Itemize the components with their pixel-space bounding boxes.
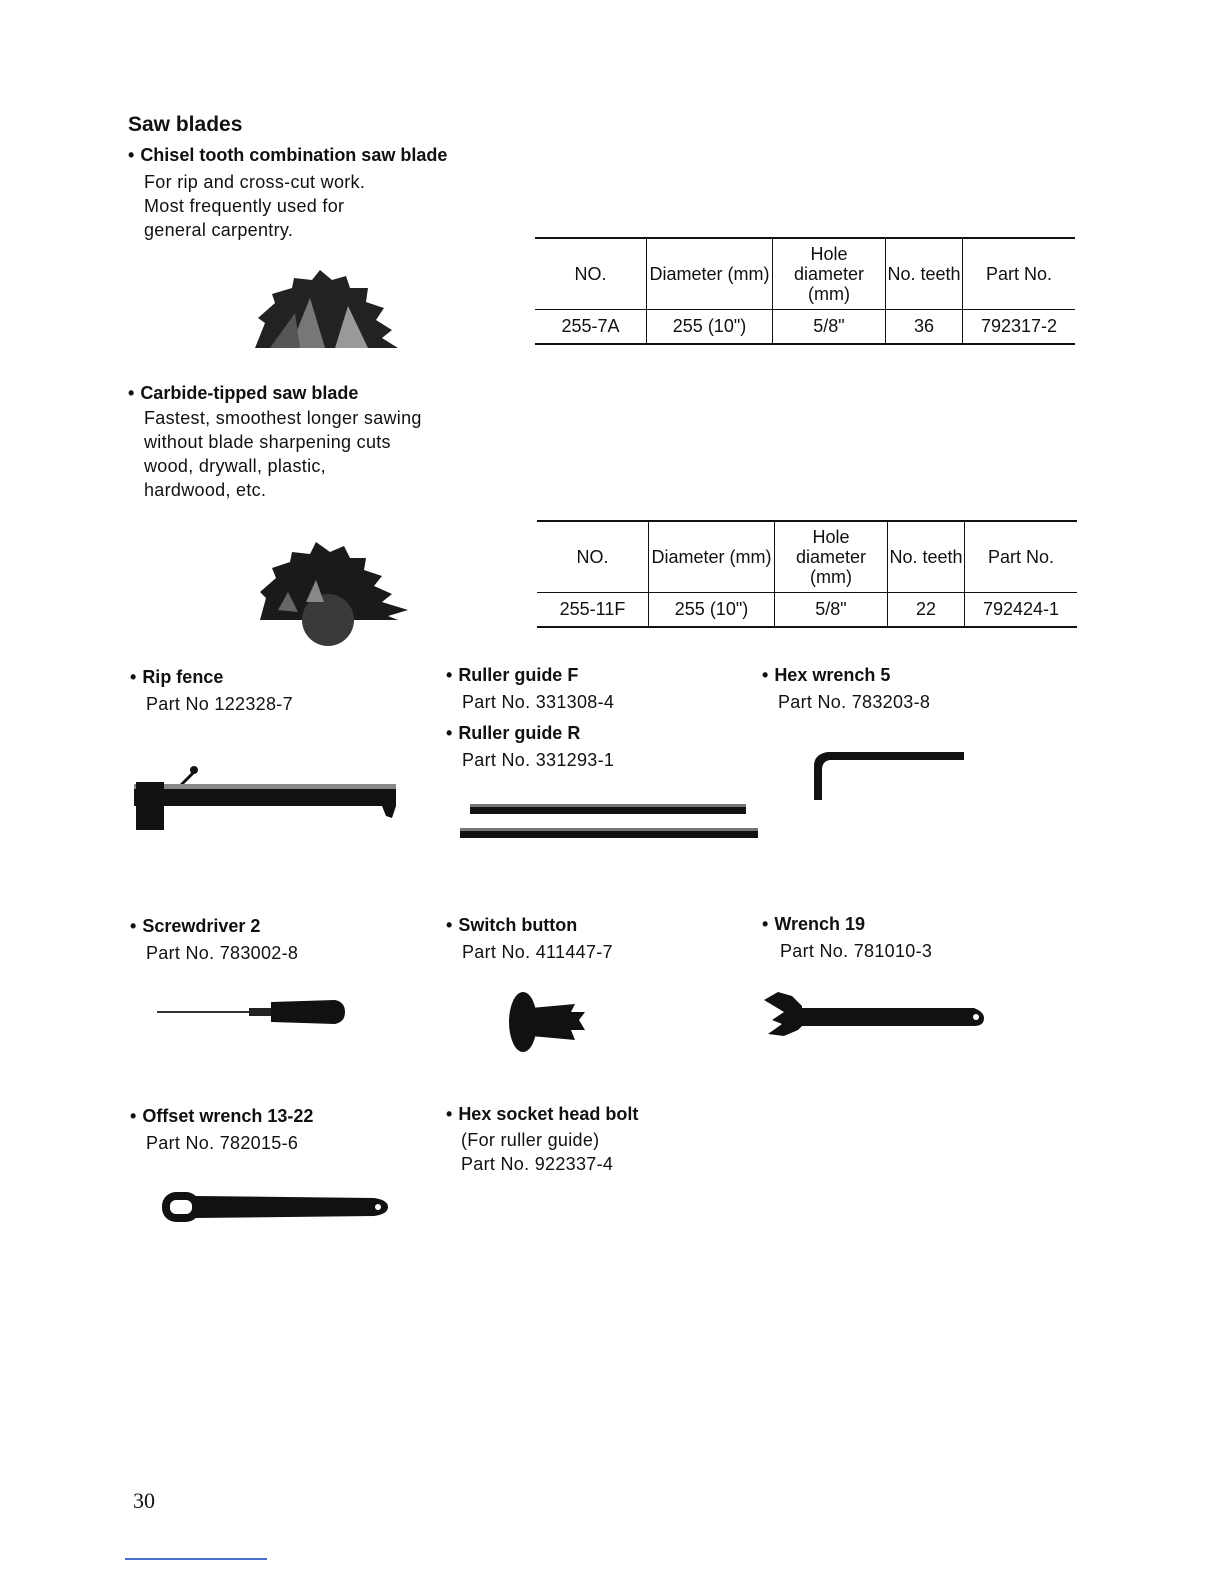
- blade2-description: [144, 406, 422, 502]
- cell-diameter: 255 (10"): [649, 593, 775, 628]
- hex-wrench-title: • Hex wrench 5: [762, 665, 890, 686]
- blade1-desc-line: general carpentry.: [144, 220, 294, 240]
- header-hole-diameter: Hole diameter (mm): [775, 521, 888, 593]
- rip-fence-title: • Rip fence: [130, 667, 223, 688]
- header-teeth: No. teeth: [886, 238, 963, 310]
- table-header-row: [537, 521, 1077, 593]
- ruller-guide-r-part: Part No. 331293-1: [462, 750, 615, 770]
- rip-fence-part: Part No 122328-7: [146, 694, 293, 714]
- screwdriver-part: Part No. 783002-8: [146, 943, 299, 963]
- screwdriver-title: • Screwdriver 2: [130, 916, 260, 937]
- blade2-desc-line: without blade sharpening cuts: [144, 432, 391, 452]
- header-no: NO.: [537, 521, 649, 593]
- offset-wrench-icon: [160, 1190, 390, 1224]
- chisel-saw-blade-icon: [250, 268, 400, 350]
- header-diameter: Diameter (mm): [649, 521, 775, 593]
- header-hole-diameter: Hole diameter (mm): [773, 238, 886, 310]
- blade1-spec-table: [535, 237, 1075, 345]
- cell-teeth: 36: [886, 310, 963, 345]
- page-number: 30: [133, 1488, 155, 1513]
- table-row: [535, 310, 1075, 345]
- table-row: [537, 593, 1077, 628]
- blade2-desc-line: hardwood, etc.: [144, 480, 267, 500]
- ruller-guide-f-title: • Ruller guide F: [446, 665, 578, 686]
- offset-wrench-title: • Offset wrench 13-22: [130, 1106, 313, 1127]
- ruller-guide-f-part: Part No. 331308-4: [462, 692, 615, 712]
- cell-hole-diameter: 5/8": [773, 310, 886, 345]
- wrench19-icon: [762, 990, 984, 1040]
- wrench19-part: Part No. 781010-3: [780, 941, 933, 961]
- blade2-desc-line: wood, drywall, plastic,: [144, 456, 326, 476]
- blade2-desc-line: Fastest, smoothest longer sawing: [144, 408, 422, 428]
- hex-wrench-icon: [810, 744, 966, 802]
- ruller-guide-bars-icon: [458, 800, 758, 842]
- cell-no: 255-7A: [535, 310, 647, 345]
- blade1-desc-line: Most frequently used for: [144, 196, 345, 216]
- switch-button-part: Part No. 411447-7: [462, 942, 613, 962]
- footer-divider: [125, 1558, 267, 1560]
- hex-wrench-part: Part No. 783203-8: [778, 692, 931, 712]
- cell-teeth: 22: [888, 593, 965, 628]
- section-title: Saw blades: [128, 113, 243, 136]
- header-part-no: Part No.: [963, 238, 1076, 310]
- hex-bolt-note: (For ruller guide): [461, 1130, 600, 1150]
- blade1-desc-line: For rip and cross-cut work.: [144, 172, 366, 192]
- cell-no: 255-11F: [537, 593, 649, 628]
- blade2-spec-table: [537, 520, 1077, 628]
- ruller-guide-r-title: • Ruller guide R: [446, 723, 580, 744]
- header-teeth: No. teeth: [888, 521, 965, 593]
- hex-bolt-title: • Hex socket head bolt: [446, 1104, 638, 1125]
- cell-part-no: 792317-2: [963, 310, 1076, 345]
- blade1-title: • Chisel tooth combination saw blade: [128, 145, 447, 166]
- offset-wrench-part: Part No. 782015-6: [146, 1133, 299, 1153]
- switch-button-icon: [505, 990, 589, 1054]
- cell-part-no: 792424-1: [965, 593, 1078, 628]
- blade2-title: • Carbide-tipped saw blade: [128, 383, 358, 404]
- cell-diameter: 255 (10"): [647, 310, 773, 345]
- wrench19-title: • Wrench 19: [762, 914, 865, 935]
- screwdriver-icon: [155, 996, 347, 1026]
- carbide-saw-blade-icon: [258, 540, 410, 622]
- table-header-row: [535, 238, 1075, 310]
- cell-hole-diameter: 5/8": [775, 593, 888, 628]
- switch-button-title: • Switch button: [446, 915, 577, 936]
- hex-bolt-part: Part No. 922337-4: [461, 1154, 614, 1174]
- header-no: NO.: [535, 238, 647, 310]
- header-diameter: Diameter (mm): [647, 238, 773, 310]
- rip-fence-icon: [130, 762, 400, 834]
- header-part-no: Part No.: [965, 521, 1078, 593]
- blade1-description: [144, 170, 365, 242]
